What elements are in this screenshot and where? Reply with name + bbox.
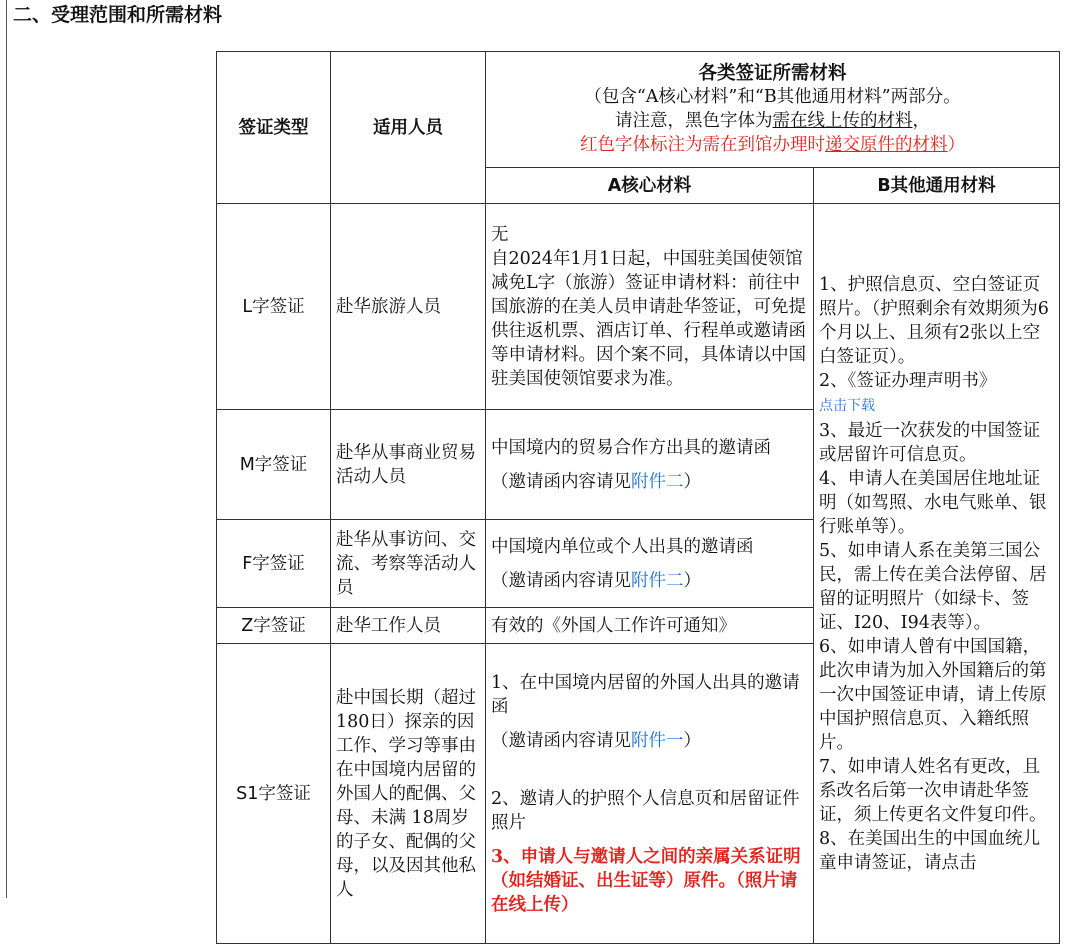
material-m: 中国境内的贸易合作方出具的邀请函 （邀请函内容请见附件二） (486, 410, 814, 520)
material-l: 无 自2024年1月1日起，中国驻美国使领馆减免L字（旅游）签证申请材料：前往中国旅游的在美人员申请赴华签证，可免提供往返机票、酒店订单、行程单或邀请函等申请材料。因个案不同，具体请以中国驻美国使领馆要求为准。 (486, 204, 814, 410)
material-z: 有效的《外国人工作许可通知》 (486, 608, 814, 644)
visa-type-l: L字签证 (217, 204, 331, 410)
common-item-3: 3、最近一次获发的中国签证或居留许可信息页。 (819, 420, 1041, 465)
applicant-z: 赴华工作人员 (331, 608, 486, 644)
appendix-2-link[interactable]: 附件二 (631, 471, 684, 492)
common-item-1: 1、护照信息页、空白签证页照片。（护照剩余有效期须为6个月以上、且须有2张以上空白签证页）。 (819, 274, 1049, 367)
applicant-m: 赴华从事商业贸易活动人员 (331, 410, 486, 520)
materials-line3: 红色字体标注为需在到馆办理时递交原件的材料） (580, 134, 965, 155)
visa-type-s1: S1字签证 (217, 644, 331, 944)
header-applicant: 适用人员 (331, 52, 486, 204)
header-visa-type: 签证类型 (217, 52, 331, 204)
common-item-4: 4、申请人在美国居住地址证明（如驾照、水电气账单、银行账单等）。 (819, 468, 1047, 537)
common-item-8: 8、在美国出生的中国血统儿童申请签证，请点击 (819, 828, 1041, 873)
applicant-s1: 赴中国长期（超过180日）探亲的因工作、学习等事由在中国境内居留的外国人的配偶、父母、未满 18周岁的子女、配偶的父母，以及因其他私人 (331, 644, 486, 944)
material-f: 中国境内单位或个人出具的邀请函 （邀请函内容请见附件二） (486, 520, 814, 608)
material-s1: 1、在中国境内居留的外国人出具的邀请函 （邀请函内容请见附件一） 2、邀请人的护照个人信息页和居留证件照片 3、申请人与邀请人之间的亲属关系证明（如结婚证、出生证等）原件。（照片请在线上传） (486, 644, 814, 944)
header-core-materials: A核心材料 (486, 168, 814, 204)
visa-type-z: Z字签证 (217, 608, 331, 644)
upload-online-note: 需在线上传的材料 (772, 110, 913, 131)
applicant-l: 赴华旅游人员 (331, 204, 486, 410)
appendix-1-link[interactable]: 附件一 (631, 730, 684, 751)
materials-line1: （包含“A核心材料”和“B其他通用材料”两部分。 (584, 86, 961, 107)
common-item-7: 7、如申请人姓名有更改，且系改名后第一次申请赴华签证，须上传更名文件复印件。 (819, 756, 1047, 825)
common-item-5: 5、如申请人系在美第三国公民，需上传在美合法停留、居留的证明照片（如绿卡、签证、I20、I94表等）。 (819, 540, 1047, 633)
kinship-proof-original: 3、申请人与邀请人之间的亲属关系证明（如结婚证、出生证等）原件。（照片请在线上传） (491, 846, 801, 915)
header-materials (486, 52, 1060, 168)
visa-type-f: F字签证 (217, 520, 331, 608)
visa-type-m: M字签证 (217, 410, 331, 520)
visa-materials-table (216, 51, 1060, 944)
applicant-f: 赴华从事访问、交流、考察等活动人员 (331, 520, 486, 608)
original-docs-note: 递交原件的材料 (825, 134, 948, 155)
common-item-2: 2、《签证办理声明书》 (819, 370, 997, 391)
download-declaration-link[interactable]: 点击下载 (819, 397, 875, 414)
common-materials (814, 204, 1060, 944)
materials-line2: 请注意，黑色字体为需在线上传的材料， (615, 110, 930, 131)
common-item-6: 6、如申请人曾有中国国籍，此次申请为加入外国籍后的第一次中国签证申请，请上传原中国护照信息页、入籍纸照片。 (819, 636, 1047, 753)
materials-title: 各类签证所需材料 (698, 62, 847, 84)
section-heading: 二、受理范围和所需材料 (13, 4, 223, 26)
appendix-2-link[interactable]: 附件二 (631, 570, 684, 591)
header-common-materials: B其他通用材料 (814, 168, 1060, 204)
